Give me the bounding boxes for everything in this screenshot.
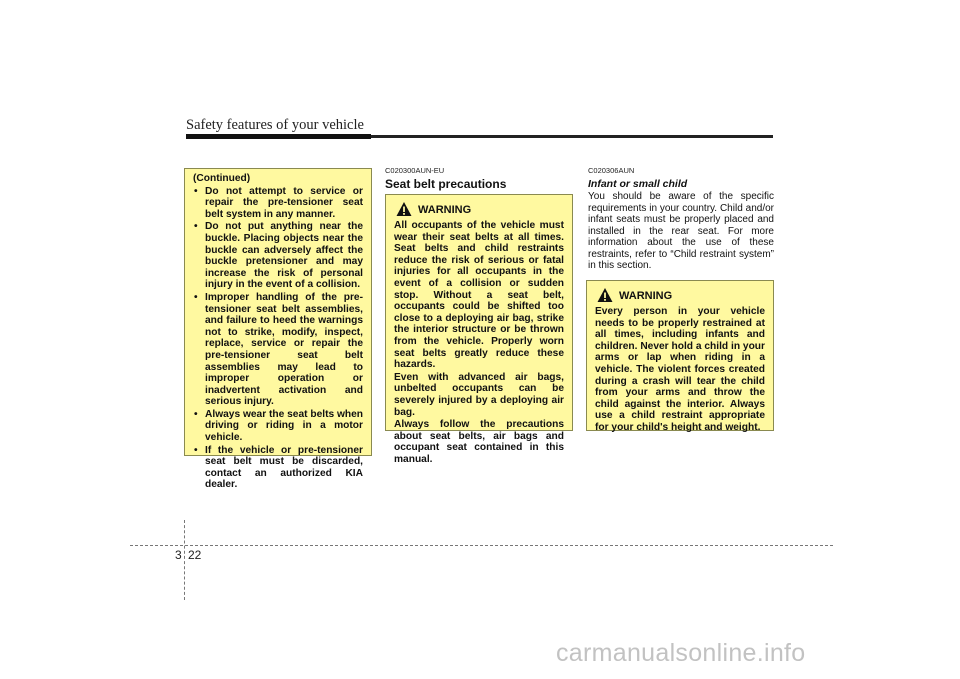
page-number: 22 xyxy=(188,548,202,562)
header-rule xyxy=(186,135,773,138)
warning-triangle-icon xyxy=(597,287,613,303)
page-header-title: Safety features of your vehicle xyxy=(186,117,364,133)
warning-title: WARNING xyxy=(418,204,472,217)
warning-title: WARNING xyxy=(619,290,673,303)
pretensioner-list xyxy=(193,186,363,491)
header-rule-accent xyxy=(186,134,371,139)
child-warning-box xyxy=(586,280,774,431)
warning-body xyxy=(394,220,564,465)
list-item: • Do not put anything near the buckle. Placing objects near the buckle can adversely affect the buckle pretensioner and may increase the risk of personal injury in the event of a collision. xyxy=(193,221,363,291)
list-item: • Always wear the seat belts when driving or riding in a motor vehicle. xyxy=(193,409,363,444)
warning-paragraph: Always follow the precautions about seat belts, air bags and occupant seat contained in this manual. xyxy=(394,419,564,465)
warning-triangle-icon xyxy=(396,201,412,217)
subsection-title: Infant or small child xyxy=(588,178,688,190)
body-paragraph: You should be aware of the specific requirements in your country. Child and/or infant seats must be properly placed and installed in the rear seat. For more information about the use of these restraints, refer to “Child restraint system” in this section. xyxy=(588,191,774,271)
seat-belt-warning-box xyxy=(385,194,573,465)
warning-header xyxy=(394,201,564,217)
footer-divider xyxy=(184,520,185,600)
section-code: C020306AUN xyxy=(588,166,635,175)
chapter-number: 3 xyxy=(175,548,182,562)
footer-rule xyxy=(130,545,833,546)
warning-paragraph: All occupants of the vehicle must wear their seat belts at all times. Seat belts and child restraints reduce the risk of serious or fatal injuries for all occupants in the event of a collision or sudden stop. Without a seat belt, occupants could be shifted too close to a deploying air bag, strike the interior structure or be thrown from the vehicle. Properly worn seat belts greatly reduce these hazards. xyxy=(394,220,564,371)
section-title: Seat belt precautions xyxy=(385,177,507,191)
warning-body: Every person in your vehicle needs to be properly restrained at all times, including infants and children. Never hold a child in your arms or lap when riding in a vehicle. The violent forces created during a crash will tear the child from your arms and throw the child against the interior. Always use a child restraint appropriate for your child's height and weight. xyxy=(595,306,765,433)
list-item: • Do not attempt to service or repair the pre-tensioner seat belt system in any manner. xyxy=(193,186,363,221)
warning-paragraph: Even with advanced air bags, unbelted occupants can be severely injured by a deploying air bag. xyxy=(394,371,564,418)
section-code: C020300AUN-EU xyxy=(385,166,445,175)
warning-header xyxy=(595,287,765,303)
list-item: • Improper handling of the pre-tensioner seat belt assemblies, and failure to heed the warnings not to strike, modify, inspect, replace, service or repair the pre-tensioner seat belt assemblies may lead to improper operation or inadvertent activation and serious injury. xyxy=(193,292,363,408)
list-item: • If the vehicle or pre-tensioner seat belt must be discarded, contact an authorized KIA dealer. xyxy=(193,445,363,491)
pretensioner-continued-box xyxy=(184,168,372,491)
watermark: carmanualsonline.info xyxy=(556,639,806,667)
continued-label: (Continued) xyxy=(193,173,251,184)
